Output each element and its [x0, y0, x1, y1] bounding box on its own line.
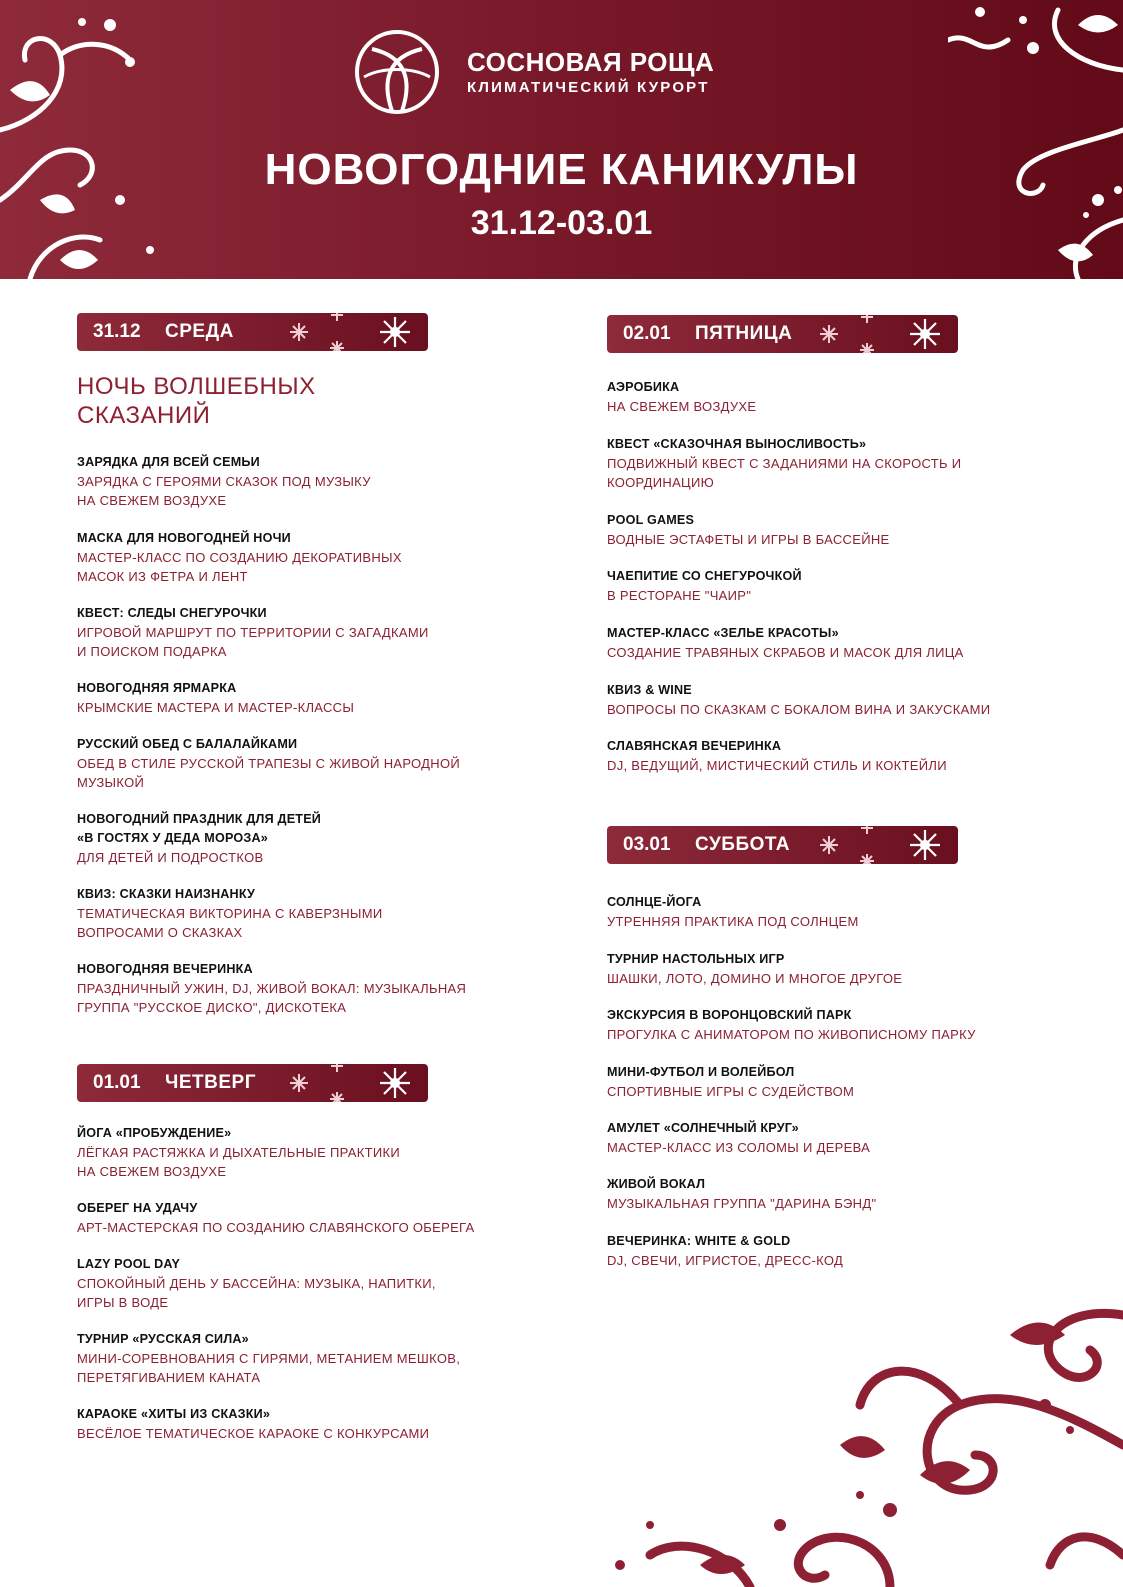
- snowflake-icon: [807, 826, 957, 864]
- day-header-31-12: [77, 313, 428, 351]
- event-title: ЙОГА «ПРОБУЖДЕНИЕ»: [77, 1126, 232, 1140]
- event-title: НОВОГОДНЯЯ ЯРМАРКА: [77, 681, 237, 695]
- event-item: [77, 885, 382, 942]
- event-item: [607, 1006, 976, 1044]
- event-desc: СПОКОЙНЫЙ ДЕНЬ У БАССЕЙНА: МУЗЫКА, НАПИТКИ,: [77, 1276, 436, 1291]
- event-item: [607, 737, 947, 775]
- event-title: АЭРОБИКА: [607, 380, 680, 394]
- day-theme-line: НОЧЬ ВОЛШЕБНЫХ: [77, 373, 316, 400]
- event-title: СЛАВЯНСКАЯ ВЕЧЕРИНКА: [607, 739, 782, 753]
- event-item: [77, 604, 429, 661]
- brand-name: СОСНОВАЯ РОЩА: [467, 47, 715, 77]
- event-desc: ВЕСЁЛОЕ ТЕМАТИЧЕСКОЕ КАРАОКЕ С КОНКУРСАМИ: [77, 1426, 430, 1441]
- event-title: РУССКИЙ ОБЕД С БАЛАЛАЙКАМИ: [77, 737, 298, 751]
- event-item: [607, 1119, 870, 1157]
- event-desc: МИНИ-СОРЕВНОВАНИЯ С ГИРЯМИ, МЕТАНИЕМ МЕШКОВ,: [77, 1351, 461, 1366]
- event-desc: ПОДВИЖНЫЙ КВЕСТ С ЗАДАНИЯМИ НА СКОРОСТЬ И: [607, 456, 962, 471]
- event-title: МИНИ-ФУТБОЛ И ВОЛЕЙБОЛ: [607, 1065, 795, 1079]
- event-item: [607, 950, 902, 988]
- event-title: LAZY POOL DAY: [77, 1257, 181, 1271]
- event-desc: ВОПРОСЫ ПО СКАЗКАМ С БОКАЛОМ ВИНА И ЗАКУСКАМИ: [607, 702, 991, 717]
- event-title: КВЕСТ: СЛЕДЫ СНЕГУРОЧКИ: [77, 606, 267, 620]
- event-item: [77, 1405, 429, 1443]
- brand-subtitle: КЛИМАТИЧЕСКИЙ КУРОРТ: [467, 79, 710, 96]
- event-desc: ЗАРЯДКА С ГЕРОЯМИ СКАЗОК ПОД МУЗЫКУ: [77, 474, 371, 489]
- event-desc: ИГРОВОЙ МАРШРУТ ПО ТЕРРИТОРИИ С ЗАГАДКАМИ: [77, 625, 429, 640]
- event-desc: ВОДНЫЕ ЭСТАФЕТЫ И ИГРЫ В БАССЕЙНЕ: [607, 532, 890, 547]
- event-desc: ПРОГУЛКА С АНИМАТОРОМ ПО ЖИВОПИСНОМУ ПАРКУ: [607, 1027, 976, 1042]
- event-item: [607, 1175, 876, 1213]
- event-desc: ГРУППА "РУССКОЕ ДИСКО", ДИСКОТЕКА: [77, 1000, 347, 1015]
- event-title: КВИЗ & WINE: [607, 683, 692, 697]
- day-name: ПЯТНИЦА: [695, 323, 793, 344]
- day-name: ЧЕТВЕРГ: [165, 1072, 256, 1093]
- event-item: [607, 378, 756, 416]
- day-name: СРЕДА: [165, 321, 234, 342]
- event-title: ВЕЧЕРИНКА: WHITE & GOLD: [607, 1234, 791, 1248]
- event-desc: ВОПРОСАМИ О СКАЗКАХ: [77, 925, 243, 940]
- event-title: СОЛНЦЕ-ЙОГА: [607, 895, 702, 909]
- event-desc: ДЛЯ ДЕТЕЙ И ПОДРОСТКОВ: [77, 850, 264, 865]
- event-title: ОБЕРЕГ НА УДАЧУ: [77, 1201, 198, 1215]
- event-desc: АРТ-МАСТЕРСКАЯ ПО СОЗДАНИЮ СЛАВЯНСКОГО ОБЕРЕГА: [77, 1220, 475, 1235]
- event-item: [607, 624, 964, 662]
- event-title: МАСКА ДЛЯ НОВОГОДНЕЙ НОЧИ: [77, 531, 291, 545]
- event-title: МАСТЕР-КЛАСС «ЗЕЛЬЕ КРАСОТЫ»: [607, 626, 839, 640]
- event-title: НОВОГОДНИЙ ПРАЗДНИК ДЛЯ ДЕТЕЙ: [77, 812, 322, 826]
- event-item: [77, 453, 371, 510]
- event-desc: DJ, ВЕДУЩИЙ, МИСТИЧЕСКИЙ СТИЛЬ И КОКТЕЙЛИ: [607, 758, 947, 773]
- event-desc: В РЕСТОРАНЕ "ЧАИР": [607, 588, 752, 603]
- event-desc: СОЗДАНИЕ ТРАВЯНЫХ СКРАБОВ И МАСОК ДЛЯ ЛИЦА: [607, 645, 964, 660]
- snowflake-icon: [277, 1064, 427, 1102]
- event-title: ТУРНИР «РУССКАЯ СИЛА»: [77, 1332, 249, 1346]
- snowflake-icon: [807, 315, 957, 353]
- day-date: 01.01: [93, 1072, 141, 1093]
- event-desc: СПОРТИВНЫЕ ИГРЫ С СУДЕЙСТВОМ: [607, 1084, 855, 1099]
- day-date: 31.12: [93, 321, 141, 342]
- event-item: [77, 529, 402, 586]
- event-title: ЭКСКУРСИЯ В ВОРОНЦОВСКИЙ ПАРК: [607, 1008, 852, 1022]
- event-item: [77, 735, 460, 792]
- event-title: КВИЗ: СКАЗКИ НАИЗНАНКУ: [77, 887, 256, 901]
- event-desc: МАСТЕР-КЛАСС ИЗ СОЛОМЫ И ДЕРЕВА: [607, 1140, 871, 1155]
- event-item: [607, 1232, 843, 1270]
- day-header-02-01: [607, 315, 958, 353]
- event-item: [77, 1124, 400, 1181]
- snowflake-icon: [277, 313, 427, 351]
- header-banner: [0, 0, 1123, 279]
- event-desc: И ПОИСКОМ ПОДАРКА: [77, 644, 227, 659]
- event-item: [607, 511, 890, 549]
- event-title: ЖИВОЙ ВОКАЛ: [607, 1177, 706, 1191]
- event-desc: ШАШКИ, ЛОТО, ДОМИНО И МНОГОЕ ДРУГОЕ: [607, 971, 903, 986]
- day-date: 03.01: [623, 834, 671, 855]
- event-title: ЗАРЯДКА ДЛЯ ВСЕЙ СЕМЬИ: [77, 455, 260, 469]
- event-desc: МАСОК ИЗ ФЕТРА И ЛЕНТ: [77, 569, 248, 584]
- event-title: «В ГОСТЯХ У ДЕДА МОРОЗА»: [77, 831, 269, 845]
- event-item: [607, 681, 990, 719]
- event-item: [77, 1199, 474, 1237]
- event-desc: КРЫМСКИЕ МАСТЕРА И МАСТЕР-КЛАССЫ: [77, 700, 355, 715]
- event-title: НОВОГОДНЯЯ ВЕЧЕРИНКА: [77, 962, 253, 976]
- event-desc: НА СВЕЖЕМ ВОЗДУХЕ: [77, 493, 227, 508]
- event-desc: МАСТЕР-КЛАСС ПО СОЗДАНИЮ ДЕКОРАТИВНЫХ: [77, 550, 402, 565]
- event-item: [607, 893, 859, 931]
- day-header-01-01: [77, 1064, 428, 1102]
- event-item: [607, 567, 802, 605]
- event-item: [77, 960, 466, 1017]
- brand-logo: [352, 27, 772, 117]
- event-desc: ЛЁГКАЯ РАСТЯЖКА И ДЫХАТЕЛЬНЫЕ ПРАКТИКИ: [77, 1145, 400, 1160]
- event-desc: ОБЕД В СТИЛЕ РУССКОЙ ТРАПЕЗЫ С ЖИВОЙ НАРОДНОЙ: [77, 756, 461, 771]
- event-desc: КООРДИНАЦИЮ: [607, 475, 715, 490]
- event-desc: УТРЕННЯЯ ПРАКТИКА ПОД СОЛНЦЕМ: [607, 914, 859, 929]
- event-title: КАРАОКЕ «ХИТЫ ИЗ СКАЗКИ»: [77, 1407, 271, 1421]
- event-desc: ИГРЫ В ВОДЕ: [77, 1295, 169, 1310]
- event-desc: ТЕМАТИЧЕСКАЯ ВИКТОРИНА С КАВЕРЗНЫМИ: [77, 906, 383, 921]
- page-title: НОВОГОДНИЕ КАНИКУЛЫ: [264, 145, 859, 194]
- event-item: [77, 1330, 460, 1387]
- day-date: 02.01: [623, 323, 671, 344]
- page-dates: 31.12-03.01: [470, 204, 653, 242]
- event-title: КВЕСТ «СКАЗОЧНАЯ ВЫНОСЛИВОСТЬ»: [607, 437, 867, 451]
- event-item: [77, 679, 354, 717]
- event-desc: НА СВЕЖЕМ ВОЗДУХЕ: [77, 1164, 227, 1179]
- event-desc: DJ, СВЕЧИ, ИГРИСТОЕ, ДРЕСС-КОД: [607, 1253, 844, 1268]
- event-desc: ПРАЗДНИЧНЫЙ УЖИН, DJ, ЖИВОЙ ВОКАЛ: МУЗЫКАЛЬНАЯ: [77, 981, 467, 996]
- event-desc: НА СВЕЖЕМ ВОЗДУХЕ: [607, 399, 757, 414]
- event-title: ЧАЕПИТИЕ СО СНЕГУРОЧКОЙ: [607, 569, 802, 583]
- event-title: ТУРНИР НАСТОЛЬНЫХ ИГР: [607, 952, 785, 966]
- event-title: АМУЛЕТ «СОЛНЕЧНЫЙ КРУГ»: [607, 1121, 799, 1135]
- event-item: [607, 1063, 854, 1101]
- ornament-swirl-bottom: [590, 1295, 1123, 1587]
- day-name: СУББОТА: [695, 834, 791, 855]
- event-item: [77, 1255, 436, 1312]
- day-header-03-01: [607, 826, 958, 864]
- event-item: [607, 435, 961, 492]
- day-theme-title: [77, 372, 316, 430]
- day-theme-line: СКАЗАНИЙ: [77, 402, 211, 429]
- event-item: [77, 810, 321, 867]
- event-desc: МУЗЫКОЙ: [77, 775, 145, 790]
- event-desc: МУЗЫКАЛЬНАЯ ГРУППА "ДАРИНА БЭНД": [607, 1196, 877, 1211]
- event-desc: ПЕРЕТЯГИВАНИЕМ КАНАТА: [77, 1370, 261, 1385]
- event-title: POOL GAMES: [607, 513, 695, 527]
- logo-emblem-icon: [352, 27, 442, 117]
